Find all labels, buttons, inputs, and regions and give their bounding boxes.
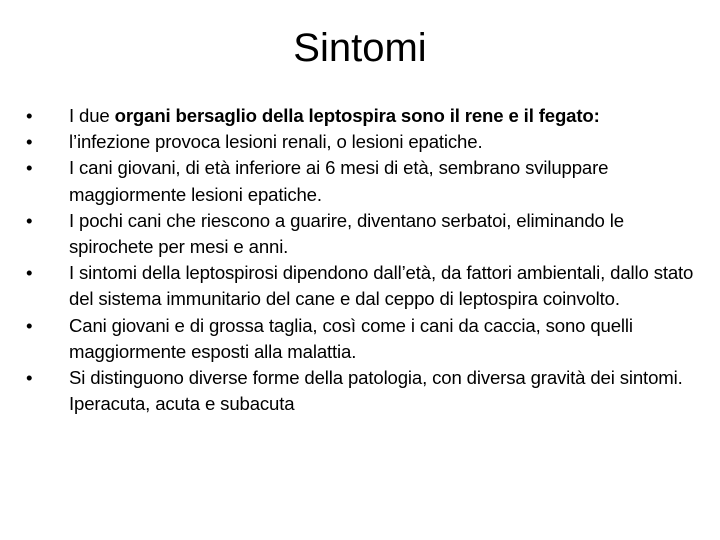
bullet-dot-icon: •	[26, 131, 33, 153]
bullet-text: Si distinguono diverse forme della patologia, con diversa gravità dei sintomi. Iperacuta, acuta e subacuta	[69, 367, 683, 415]
bullet-text: I cani giovani, di età inferiore ai 6 mesi di età, sembrano sviluppare maggiormente lesioni epatiche.	[69, 157, 609, 205]
bullet-list	[26, 103, 710, 417]
bullet-item	[26, 260, 710, 312]
bullet-dot-icon: •	[26, 367, 33, 389]
bullet-item	[26, 365, 710, 417]
bullet-dot-icon: •	[26, 209, 33, 231]
bullet-dot-icon: •	[26, 314, 33, 336]
bullet-text: Cani giovani e di grossa taglia, così come i cani da caccia, sono quelli maggiormente esposti alla malattia.	[69, 314, 633, 362]
bullet-dot-icon: •	[26, 157, 33, 179]
bullet-item	[26, 103, 710, 129]
bullet-item	[26, 155, 710, 207]
bullet-item	[26, 313, 710, 365]
bullet-text-plain: I due	[69, 105, 115, 126]
slide-title: Sintomi	[293, 26, 427, 70]
bullet-dot-icon: •	[26, 105, 33, 126]
bullet-text-bold: organi bersaglio della leptospira sono il rene e il fegato:	[114, 105, 600, 126]
bullet-text: I pochi cani che riescono a guarire, diventano serbatoi, eliminando le spirochete per mesi e anni.	[69, 209, 624, 258]
bullet-text: I sintomi della leptospirosi dipendono dall’età, da fattori ambientali, dallo stato del sistema immunitario del cane e dal ceppo di leptospira coinvolto.	[69, 262, 694, 310]
bullet-dot-icon: •	[26, 262, 33, 284]
bullet-item	[26, 129, 710, 155]
bullet-text: l’infezione provoca lesioni renali, o lesioni epatiche.	[69, 131, 483, 153]
bullet-item	[26, 208, 710, 260]
